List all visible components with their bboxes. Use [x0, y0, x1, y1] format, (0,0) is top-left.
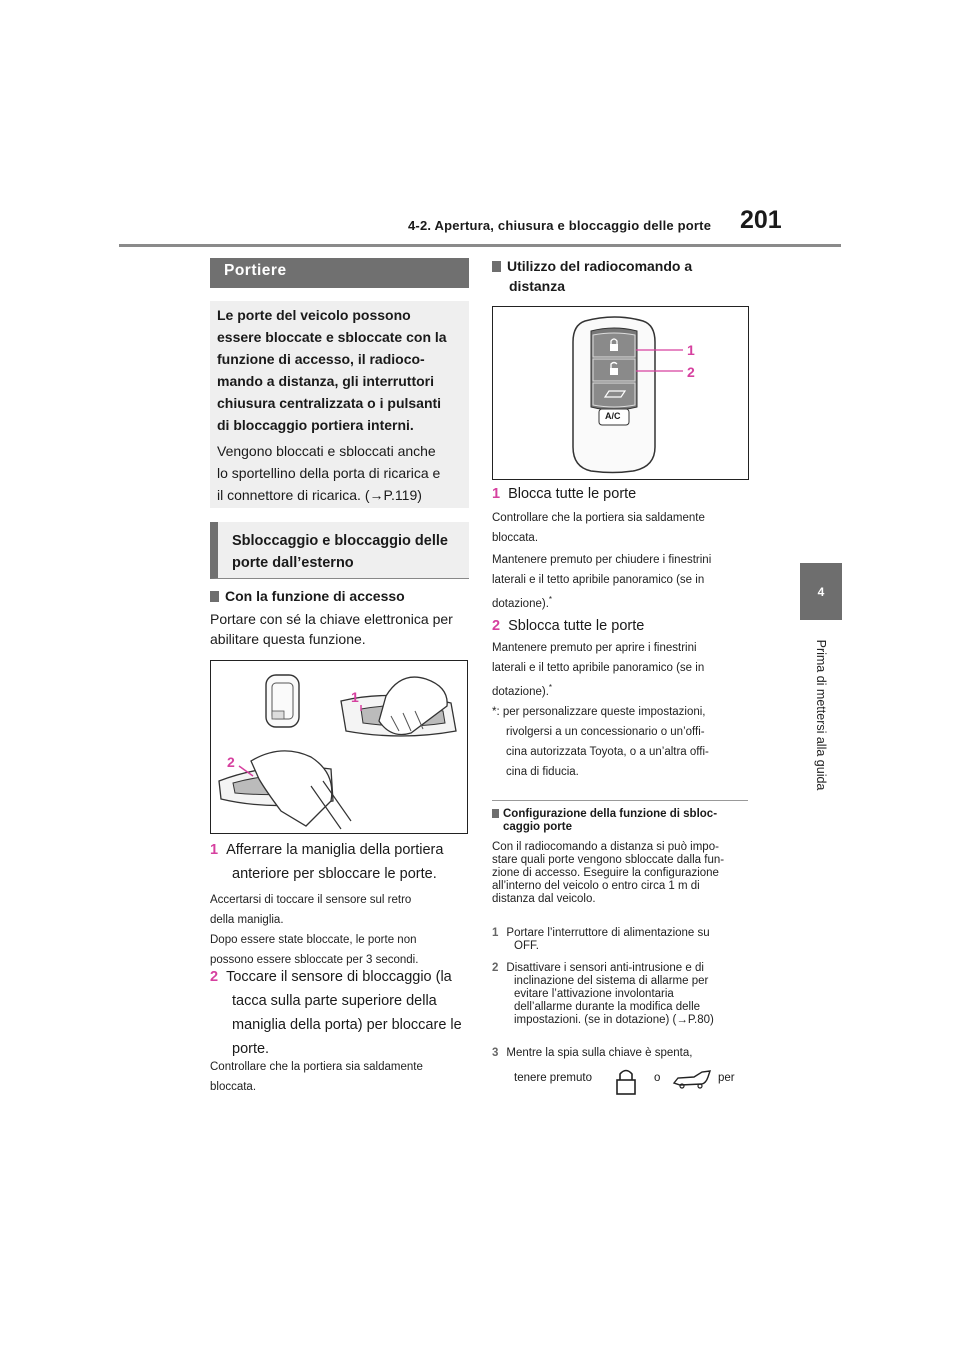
step-number: 1 — [492, 486, 501, 502]
key-fob-illustration — [493, 307, 748, 479]
remote-step-1 — [492, 482, 636, 506]
subheading-accesso — [210, 586, 405, 606]
step-1 — [210, 838, 443, 886]
section-title-text: Portiere — [224, 262, 287, 279]
asterisk-mark: * — [548, 595, 553, 604]
step-text: o — [654, 1072, 661, 1084]
footnote — [492, 702, 709, 782]
section-title-sbloccaggio — [210, 522, 469, 579]
intro-bold-line: Le porte del veicolo possono — [217, 307, 411, 323]
figure-door-handle — [210, 660, 468, 834]
figure-label-2: 2 — [227, 754, 235, 770]
remote-step-2-note — [492, 638, 704, 702]
figure-label-2: 2 — [687, 364, 695, 380]
config-step-3-line2 — [514, 1066, 754, 1102]
trunk-icon — [672, 1069, 712, 1089]
config-title-line: Configurazione della funzione di sbloc- — [503, 808, 718, 820]
key-button-label: A/C — [605, 411, 621, 421]
intro-bold-line: chiusura centralizzata o i pulsanti — [217, 395, 442, 411]
note-line: della maniglia. — [210, 914, 284, 926]
step-text: Mentre la spia sulla chiave è spenta, — [506, 1047, 693, 1059]
divider — [492, 800, 748, 801]
section2-title-line: porte dall’esterno — [232, 555, 354, 571]
figure-label-1: 1 — [687, 342, 695, 358]
step-1-note — [210, 890, 418, 970]
lock-icon — [614, 1066, 638, 1096]
step-text: porte. — [232, 1041, 270, 1057]
config-text-line: Con il radiocomando a distanza si può impo- — [492, 841, 719, 853]
config-text-line: distanza dal veicolo. — [492, 893, 596, 905]
step-text: Disattivare i sensori anti-intrusione e di — [506, 962, 704, 974]
config-text — [492, 841, 724, 906]
footnote-line: cina di fiducia. — [506, 766, 579, 778]
config-text-line: all’interno del veicolo o entro circa 1 m di — [492, 880, 700, 892]
config-step-3 — [492, 1047, 692, 1060]
figure-key-fob — [492, 306, 749, 480]
step-text: OFF. — [514, 940, 539, 952]
step-text: Afferrare la maniglia della portiera — [226, 842, 444, 858]
intro-text-line: il connettore di ricarica. (→P.119) — [217, 487, 422, 503]
step-number: 2 — [210, 969, 219, 985]
footnote-line: rivolgersi a un concessionario o un’offi- — [506, 726, 705, 738]
step-text: impostazioni. (se in dotazione) (→P.80) — [514, 1014, 714, 1026]
step-text: inclinazione del sistema di allarme per — [514, 975, 709, 987]
config-text-line: zione di accesso. Eseguire la configurazione — [492, 867, 719, 879]
header-title: 4-2. Apertura, chiusura e bloccaggio delle porte — [408, 218, 712, 233]
step-text: evitare l’attivazione involontaria — [514, 988, 674, 1000]
chapter-side-label — [809, 630, 833, 800]
chapter-label: Prima di mettersi alla guida — [814, 639, 828, 791]
remote-step-2 — [492, 614, 644, 638]
asterisk-mark: * — [548, 683, 553, 692]
intro-bold-line: funzione di accesso, il radioco- — [217, 351, 425, 367]
remote-step-1-note — [492, 508, 711, 614]
config-text-line: stare quali porte vengono sbloccate dalla fun- — [492, 854, 725, 866]
step-text: per — [718, 1072, 735, 1084]
intro-bold-line: di bloccaggio portiera interni. — [217, 417, 414, 433]
subheading-text: distanza — [509, 278, 566, 294]
footnote-line: cina autorizzata Toyota, o a un’altra offi- — [506, 746, 709, 758]
sub1-text — [210, 609, 453, 649]
step-number: 3 — [492, 1047, 499, 1059]
step-2-note — [210, 1057, 423, 1097]
square-bullet-icon — [492, 261, 501, 272]
subheading-text: Utilizzo del radiocomando a — [507, 258, 693, 274]
step-text: anteriore per sbloccare le porte. — [232, 866, 437, 882]
figure-label-1: 1 — [351, 689, 359, 705]
note-line: dotazione). — [492, 597, 549, 610]
note-line: Mantenere premuto per aprire i finestrini — [492, 642, 697, 654]
intro-text-line: Vengono bloccati e sbloccati anche — [217, 443, 436, 459]
note-line: Controllare che la portiera sia saldamente — [210, 1061, 423, 1073]
step-text: dell’allarme durante la modifica delle — [514, 1001, 701, 1013]
step-number: 2 — [492, 962, 499, 974]
step-text: Sblocca tutte le porte — [508, 618, 645, 634]
step-text: Toccare il sensore di bloccaggio (la — [226, 969, 452, 985]
step-text: Portare l’interruttore di alimentazione su — [506, 927, 710, 939]
door-handle-illustration — [211, 661, 467, 833]
note-line: Controllare che la portiera sia saldamente — [492, 512, 705, 524]
intro-bold-line: essere bloccate e sbloccate con la — [217, 329, 447, 345]
note-line: Accertarsi di toccare il sensore sul retro — [210, 894, 412, 906]
subheading-text: Con la funzione di accesso — [225, 588, 405, 604]
intro-bold-line: mando a distanza, gli interruttori — [217, 373, 435, 389]
step-text: tacca sulla parte superiore della — [232, 993, 437, 1009]
subheading-radiocomando — [492, 256, 692, 296]
step-number: 1 — [210, 842, 219, 858]
note-line: bloccata. — [492, 532, 539, 544]
step-text: Blocca tutte le porte — [508, 486, 637, 502]
chapter-tab — [800, 563, 842, 620]
sub1-text-line: abilitare questa funzione. — [210, 631, 366, 647]
config-title-line: caggio porte — [503, 821, 573, 833]
note-line: possono essere sbloccate per 3 secondi. — [210, 954, 419, 966]
note-line: Dopo essere state bloccate, le porte non — [210, 934, 417, 946]
note-line: laterali e il tetto apribile panoramico (se in — [492, 574, 705, 586]
step-number: 1 — [492, 927, 499, 939]
square-bullet-icon — [210, 591, 219, 602]
section2-title-line: Sbloccaggio e bloccaggio delle — [232, 533, 448, 549]
square-bullet-icon — [492, 809, 499, 818]
section-title-portiere — [210, 258, 469, 288]
sub1-text-line: Portare con sé la chiave elettronica per — [210, 611, 453, 627]
config-step-1 — [492, 927, 710, 953]
step-text: maniglia della porta) per bloccare le — [232, 1017, 462, 1033]
page-number: 201 — [740, 206, 782, 234]
step-2 — [210, 965, 462, 1061]
header-rule — [119, 244, 841, 247]
step-text: tenere premuto — [514, 1072, 592, 1084]
note-line: Mantenere premuto per chiudere i finestrini — [492, 554, 712, 566]
chapter-number: 4 — [817, 584, 825, 599]
intro-text-line: lo sportellino della porta di ricarica e — [217, 465, 441, 481]
note-line: bloccata. — [210, 1081, 257, 1093]
step-number: 2 — [492, 618, 501, 634]
footnote-line: *: per personalizzare queste impostazioni, — [492, 706, 706, 718]
intro-box — [210, 301, 469, 508]
config-title — [492, 808, 717, 834]
note-line: laterali e il tetto apribile panoramico (se in — [492, 662, 705, 674]
config-step-2 — [492, 962, 714, 1027]
note-line: dotazione). — [492, 685, 549, 698]
